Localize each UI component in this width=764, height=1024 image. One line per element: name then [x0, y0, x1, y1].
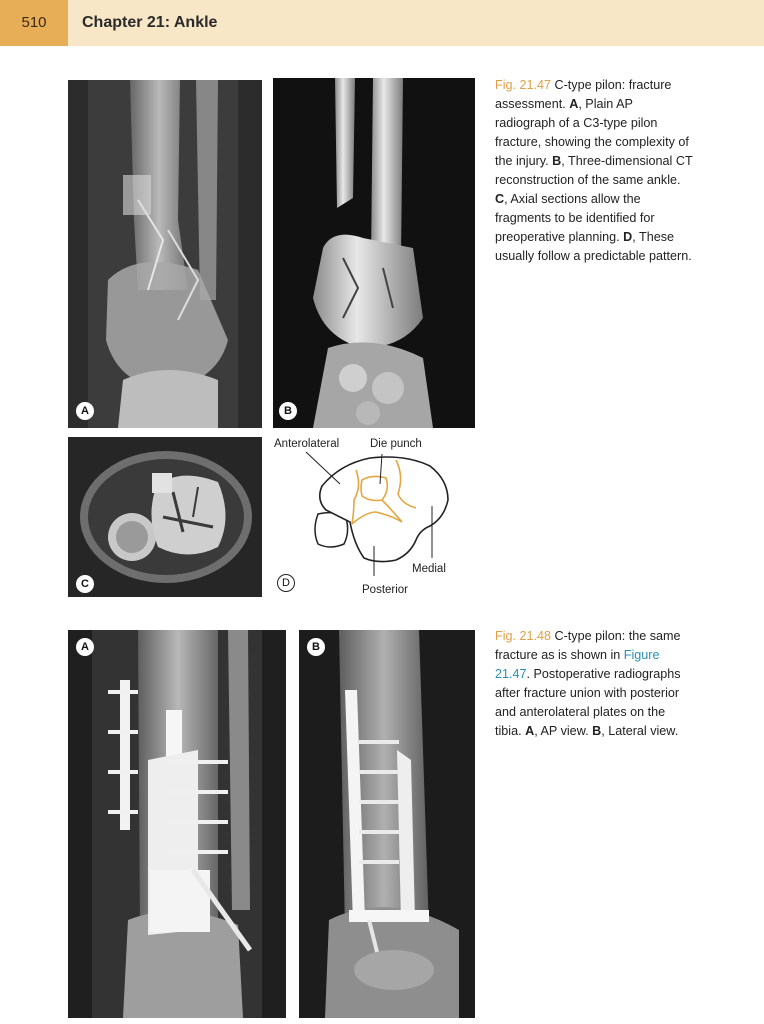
chapter-title: Chapter 21: Ankle	[82, 14, 218, 31]
fragment-diagram	[270, 436, 480, 602]
fig47-caption	[495, 76, 695, 266]
caption-bold: A	[569, 97, 579, 111]
fig48-panel-b-xray	[299, 630, 475, 1018]
caption-text: , AP view.	[534, 724, 593, 738]
label-posterior: Posterior	[362, 584, 409, 596]
caption-text: , Axial sections allow the fragments to be identified for preoperative planning.	[495, 192, 655, 244]
panel-label-b: B	[279, 402, 297, 420]
fig48-ref: Fig. 21.48	[495, 629, 552, 643]
figure-link[interactable]: Figure 21.47	[495, 648, 660, 681]
fig47-panel-c-axial-ct	[68, 437, 262, 597]
fig48-panel-a-xray	[68, 630, 286, 1018]
caption-text: , Lateral view.	[601, 724, 679, 738]
caption-bold: B	[592, 724, 602, 738]
caption-text: C-type pilon: fracture assessment.	[495, 78, 672, 111]
caption-bold: A	[525, 724, 535, 738]
panel-label-d: D	[277, 574, 295, 592]
page-header	[0, 0, 764, 46]
fig47-panel-d-diagram	[270, 436, 480, 602]
label-anterolateral: Anterolateral	[274, 438, 340, 450]
label-die-punch: Die punch	[370, 438, 422, 450]
panel-label-c: C	[76, 575, 94, 593]
panel-label-b-2: B	[307, 638, 325, 656]
caption-bold: D	[623, 230, 633, 244]
fig48-caption	[495, 627, 695, 741]
panel-label-a: A	[76, 402, 94, 420]
page-number: 510	[0, 0, 68, 46]
panel-label-a-2: A	[76, 638, 94, 656]
fig47-panel-a-xray	[68, 80, 262, 428]
caption-bold: B	[552, 154, 562, 168]
caption-text: , These usually follow a predictable pattern.	[495, 230, 692, 263]
caption-text: , Three-dimensional CT reconstruction of the same ankle.	[495, 154, 693, 187]
caption-text: . Postoperative radiographs after fracture union with posterior and anterolateral plates on the tibia.	[495, 667, 681, 738]
label-medial: Medial	[412, 563, 446, 575]
fig47-panel-b-3d-ct	[273, 78, 475, 428]
fig47-ref: Fig. 21.47	[495, 78, 552, 92]
caption-text: , Plain AP radiograph of a C3-type pilon fracture, showing the complexity of the injury.	[495, 97, 689, 168]
caption-bold: C	[495, 192, 505, 206]
caption-text: C-type pilon: the same fracture as is shown in	[495, 629, 681, 662]
